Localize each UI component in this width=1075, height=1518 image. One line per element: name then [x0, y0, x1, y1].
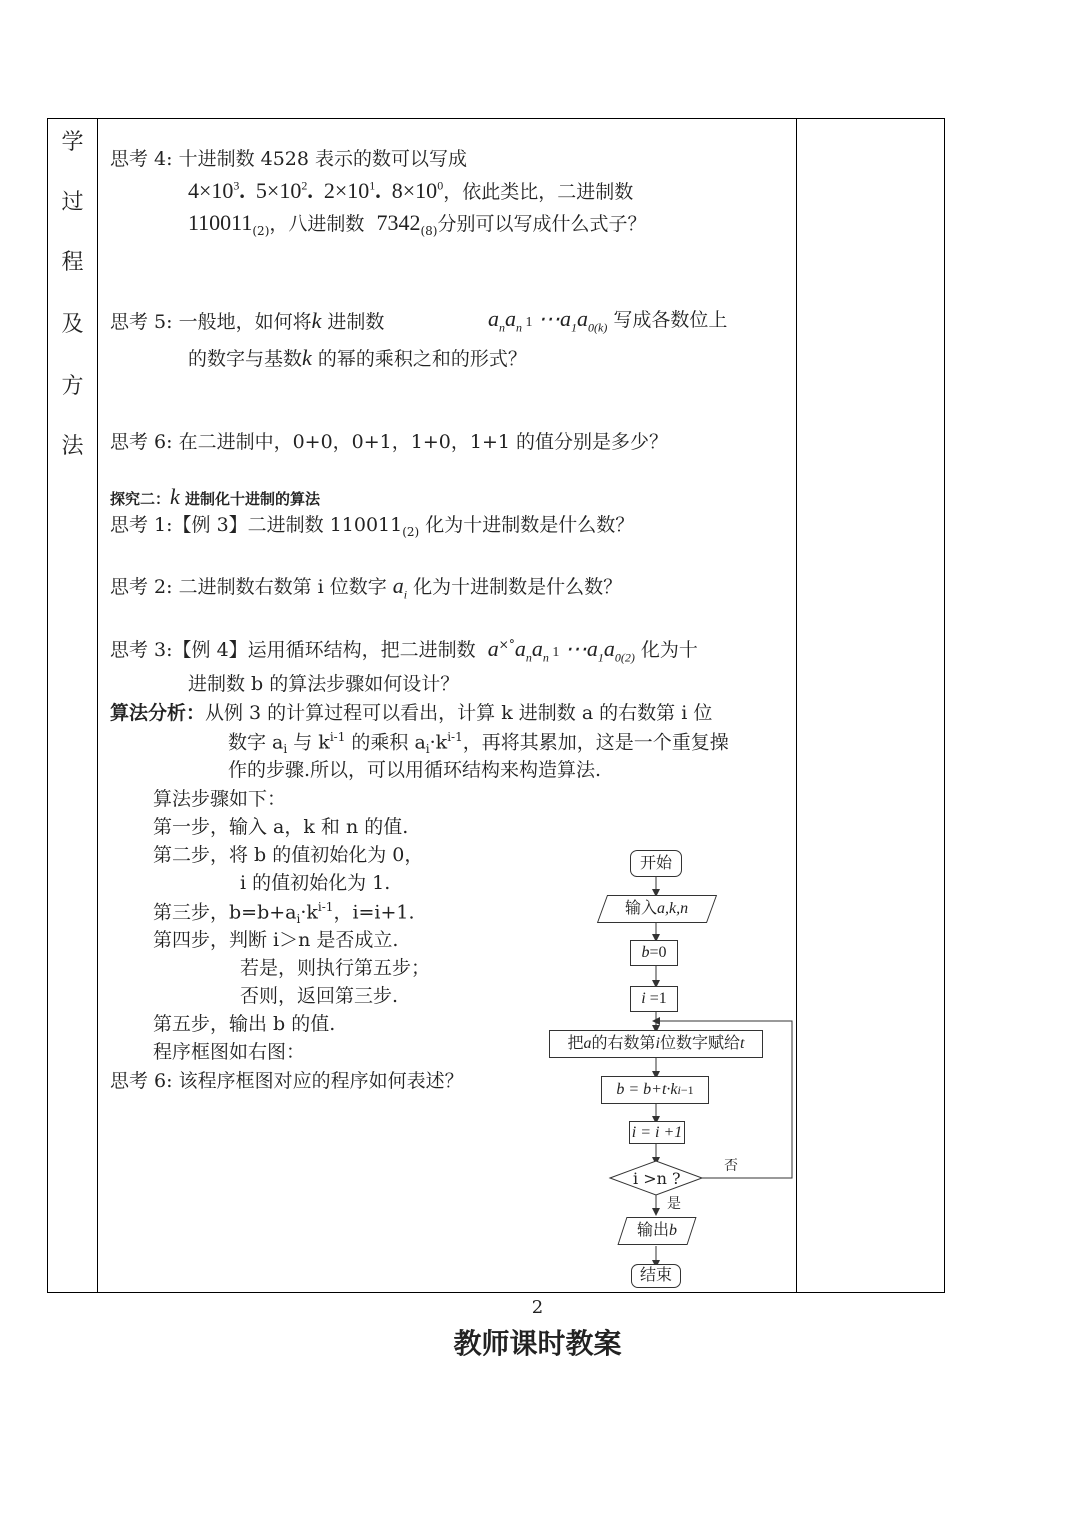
flowchart-caption: 程序框图如右图： [153, 1041, 306, 1063]
step-4-no: 否则，返回第三步. [240, 985, 399, 1007]
steps-heading: 算法步骤如下： [153, 788, 287, 810]
think4-formula: $4\times 10^3$. $5\times 10^2$. $2\times 10^1$. $8\times 10^0$，依此类比，二进制数 [188, 178, 634, 203]
decimal-expansion: $4\times 10^3$. $5\times 10^2$. $2\times 10^1$. $8\times 10^0$ [188, 178, 444, 203]
think5-number-formula: $a_na_n$ 1 $\cdots a_1a_{0(k)}$ 写成各数位上 [488, 306, 728, 335]
think5-line2: 的数字与基数k 的幂的乘积之和的形式？ [188, 345, 527, 370]
step-5: 第五步，输出 b 的值. [153, 1013, 336, 1035]
question-3-line2: 进制数 b 的算法步骤如何设计？ [188, 673, 460, 695]
flowchart-assign: 把 a 的右数第 i 位数字赋给 t [549, 1030, 763, 1058]
question-1: 思考 1:【例 3】二进制数 $110011_{(2)}$ 化为十进制数是什么数？ [110, 514, 635, 539]
think4-line3: $110011_{(2)}$，八进制数 $7342_{(8)}$分别可以写成什么式子？ [188, 210, 647, 238]
sidebar-char: 法 [61, 434, 84, 459]
sidebar-char: 过 [61, 190, 84, 215]
page-number: 2 [531, 1297, 544, 1318]
column-divider-left [97, 119, 98, 1292]
section2-title: 探究二：k 进制化十进制的算法 [110, 484, 321, 509]
flowchart-b-init: b =0 [630, 940, 678, 966]
sidebar-char: 及 [61, 312, 84, 337]
step-2: 第二步，将 b 的值初始化为 0， [153, 844, 424, 866]
think5-line1: 思考 5: 一般地，如何将k 进制数 [110, 308, 385, 333]
flowchart-input: 输入a,k,n [597, 895, 717, 923]
step-4-yes: 若是，则执行第五步； [240, 957, 431, 979]
step-1: 第一步，输入 a，k 和 n 的值. [153, 816, 409, 838]
think6-program: 思考 6: 该程序框图对应的程序如何表述？ [110, 1070, 464, 1092]
sidebar-char: 程 [61, 250, 84, 275]
flowchart-output: 输出b [617, 1217, 696, 1245]
step-4: 第四步，判断 i＞n 是否成立. [153, 929, 399, 951]
flowchart-update-i: i = i +1 [629, 1121, 685, 1144]
flowchart-i-init: i =1 [630, 986, 678, 1012]
flowchart-no-label: 否 [724, 1158, 738, 1174]
analysis-line3: 作的步骤.所以，可以用循环结构来构造算法. [228, 759, 602, 781]
flowchart-update-b: b = b+t·k i−1 [601, 1076, 709, 1104]
analysis-line1: 算法分析：从例 3 的计算过程可以看出，计算 k 进制数 a 的右数第 i 位 [110, 702, 713, 724]
sidebar-char: 学 [61, 130, 84, 155]
question-3: 思考 3:【例 4】运用循环结构，把二进制数 $a^{\times^\circ}a_na_n$ 1 $\cdots a_1a_{0(2)}$ 化为十 [110, 636, 698, 665]
flowchart-end: 结束 [631, 1264, 681, 1288]
flowchart-start: 开始 [630, 850, 682, 877]
step-3: 第三步，$b=b+a_i\cdot k^{i-1}$，i=i+1. [153, 900, 415, 927]
sidebar-char: 方 [61, 374, 84, 399]
footer-title: 教师课时教案 [453, 1327, 622, 1360]
flowchart-yes-label: 是 [667, 1196, 681, 1212]
step-2-cont: i 的值初始化为 1. [240, 872, 391, 894]
question-2: 思考 2: 二进制数右数第 i 位数字 $a_i$ 化为十进制数是什么数？ [110, 573, 623, 602]
think4-line1: 思考 4: 十进制数 4528 表示的数可以写成 [110, 148, 468, 170]
think6-binary-add: 思考 6: 在二进制中，0+0，0+1，1+0，1+1 的值分别是多少？ [110, 431, 668, 453]
analysis-line2: 数字 $a_i$ 与 $k^{i-1}$ 的乘积 $a_i\cdot k^{i-1}$，再将其累加，这是一个重复操 [228, 730, 729, 757]
flowchart-condition: i >n ? [633, 1169, 681, 1188]
